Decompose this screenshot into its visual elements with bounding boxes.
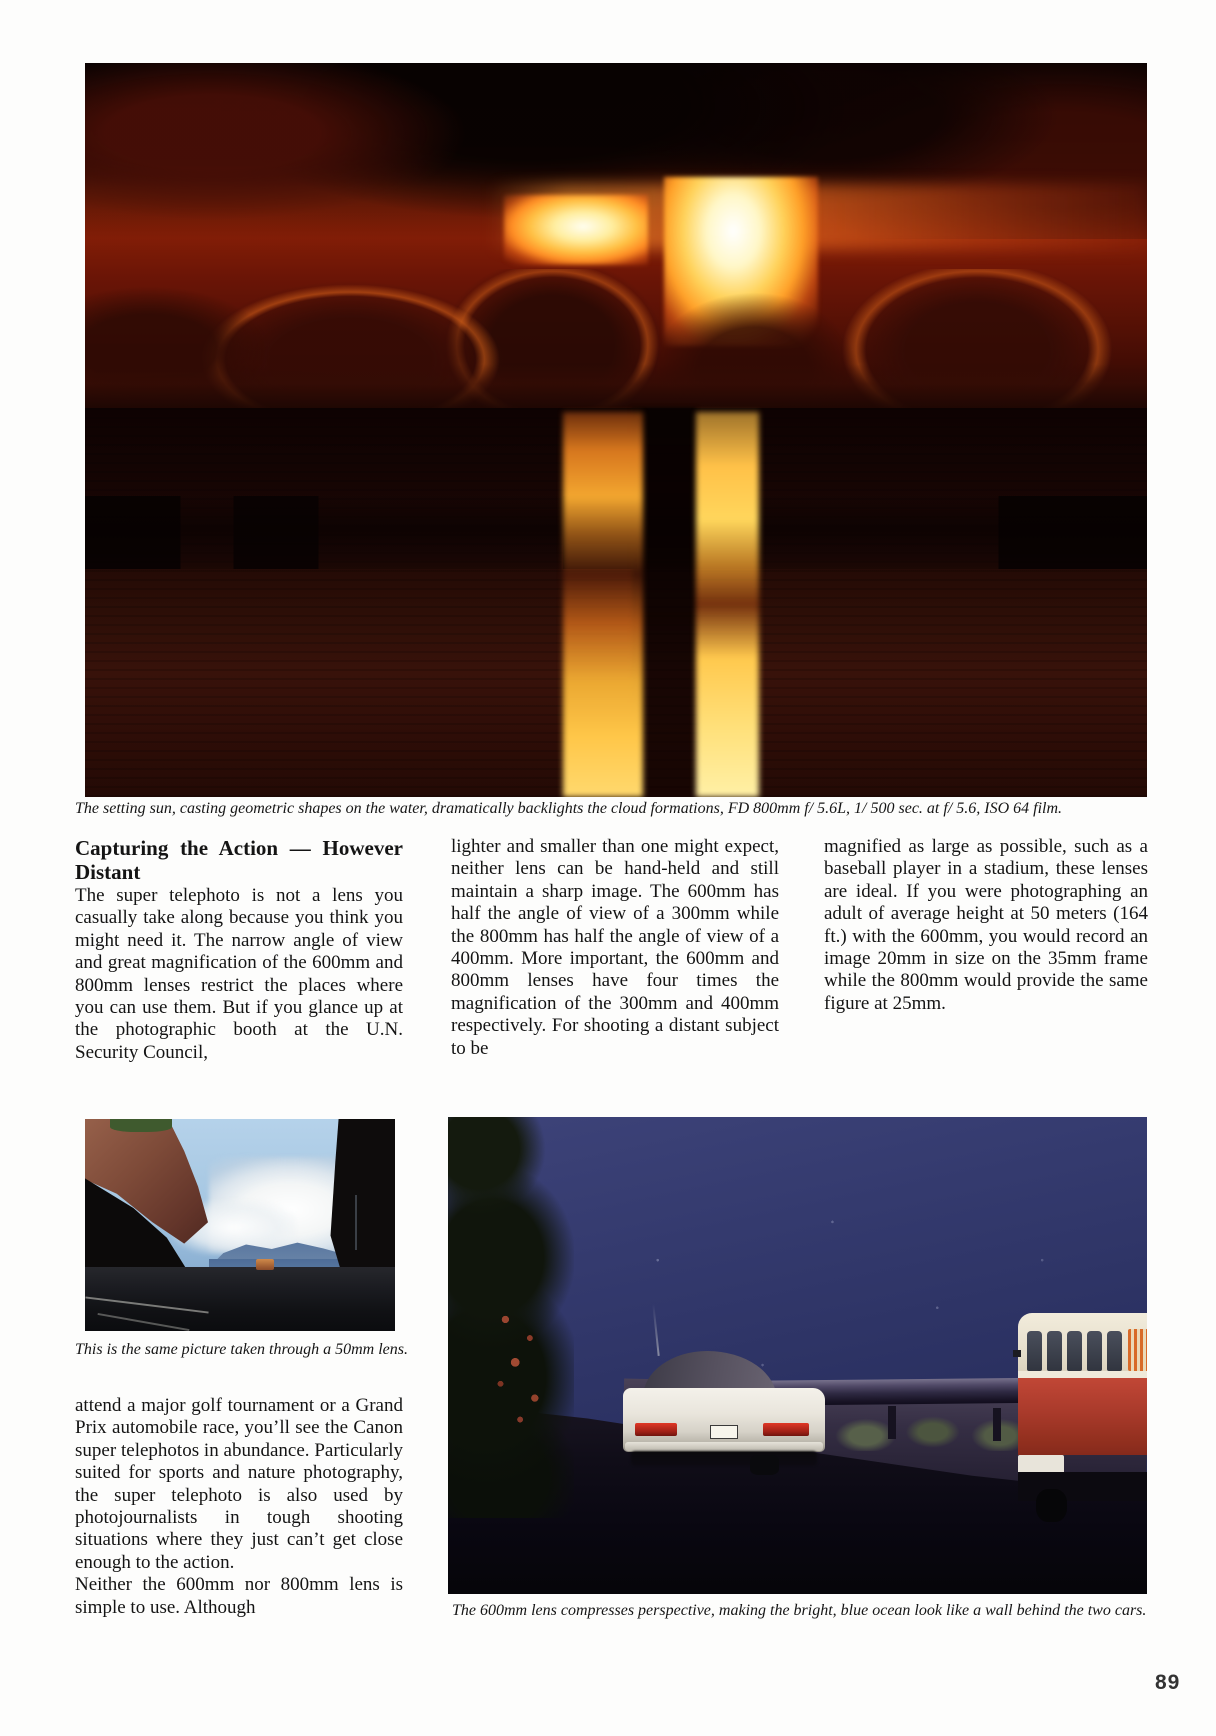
page-number: 89	[1155, 1671, 1181, 1694]
sun-patch-left	[504, 195, 647, 265]
red-white-bus	[1018, 1313, 1147, 1523]
article-column-1	[75, 836, 403, 1064]
guardrail-post	[888, 1406, 896, 1439]
sun-reflection-left	[563, 412, 643, 797]
distant-vehicle	[256, 1259, 275, 1270]
cliff-top-shrub	[110, 1119, 172, 1132]
sunset-photo	[85, 63, 1147, 797]
bottom-paragraph-1: attend a major golf tournament or a Grand Prix automobile race, you’ll see the Canon super telephotos in abundance. Particularly suited for sports and nature photography, the super telephoto is also used by photojournalists in tough shooting situations where they just can’t get close enough to the action.	[75, 1395, 403, 1573]
white-car	[623, 1351, 826, 1475]
bus-window	[1107, 1331, 1122, 1371]
sunset-photo-caption: The setting sun, casting geometric shapes on the water, dramatically backlights the cloud formations, FD 800mm f/ 5.6L, 1/ 500 sec. at f/ 5.6, ISO 64 film.	[75, 800, 1063, 817]
article-column-bottom	[75, 1395, 403, 1619]
bus-red-body	[1018, 1378, 1147, 1456]
bus-wheel	[1036, 1489, 1067, 1523]
guardrail-post	[993, 1408, 1001, 1441]
bus-mirror	[1013, 1350, 1021, 1356]
red-flowers	[476, 1298, 574, 1441]
road-600mm-photo	[448, 1117, 1147, 1594]
bus-window	[1087, 1331, 1102, 1371]
bottom-paragraph-2: Neither the 600mm nor 800mm lens is simple to use. Although	[75, 1574, 403, 1618]
utility-pole	[355, 1195, 357, 1250]
car-license-plate	[710, 1425, 738, 1439]
article-column-2	[451, 836, 779, 1060]
sun-reflection-right	[696, 412, 760, 797]
road-600mm-caption: The 600mm lens compresses perspective, making the bright, blue ocean look like a wall behind the two cars.	[452, 1602, 1147, 1619]
car-taillight-right	[763, 1423, 810, 1437]
bus-window	[1047, 1331, 1062, 1371]
road-surface	[85, 1267, 395, 1331]
article-column-2-text: lighter and smaller than one might expect, neither lens can be hand-held and still maintain a sharp image. The 600mm has half the angle of view of a 300mm while the 800mm has half the angle of view of a 400mm. More important, the 600mm and 800mm lenses have four times the magnification of the 300mm and 400mm respectively. For shooting a distant subject to be	[451, 836, 779, 1059]
article-heading: Capturing the Action — However Distant	[75, 836, 403, 884]
bus-window	[1027, 1331, 1042, 1371]
article-column-3-text: magnified as large as possible, such as a baseball player in a stadium, these lenses are ideal. If you were photographing an adult of average height at 50 meters (164 ft.) with the 600mm, you would record an image 20mm in size on the 35mm frame while the 800mm would provide the same figure at 25mm.	[824, 836, 1148, 1014]
road-50mm-caption: This is the same picture taken through a 50mm lens.	[75, 1341, 409, 1358]
bus-window-sign	[1128, 1329, 1147, 1371]
car-undershadow	[631, 1451, 817, 1466]
car-wheel	[750, 1455, 778, 1475]
road-50mm-photo	[85, 1119, 395, 1331]
bus-window	[1067, 1331, 1082, 1371]
article-column-3	[824, 836, 1148, 1015]
sunset-cloudbank	[85, 364, 1147, 408]
article-column-1-text: The super telephoto is not a lens you casually take along because you think you might need it. The narrow angle of view and great magnification of the 600mm and 800mm lenses restrict the places where you can use them. But if you glance up at the photographic booth at the U.N. Security Council,	[75, 885, 403, 1063]
car-bumper	[625, 1442, 824, 1451]
car-taillight-left	[635, 1423, 678, 1437]
